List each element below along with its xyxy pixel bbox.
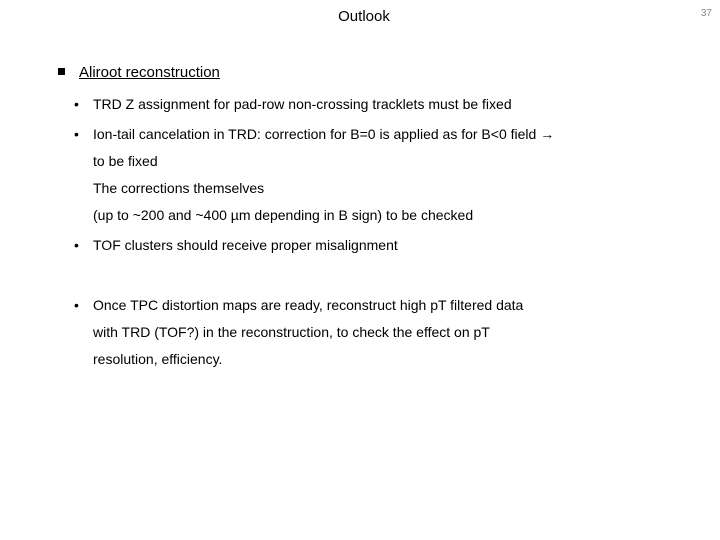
list-item-line: Once TPC distortion maps are ready, reconstruct high pT filtered data	[93, 297, 524, 313]
list-item-line: TOF clusters should receive proper misalignment	[93, 237, 398, 253]
page-number: 37	[700, 8, 712, 19]
list-item	[74, 292, 634, 373]
list-item-line: (up to ~200 and ~400 µm depending in B sign) to be checked	[93, 207, 474, 223]
list-item-text	[93, 232, 634, 259]
list-item-line: resolution, efficiency.	[93, 351, 223, 367]
list-item-text	[93, 121, 634, 229]
list-item-line: with TRD (TOF?) in the reconstruction, to check the effect on pT	[93, 324, 490, 340]
list-item	[74, 232, 634, 259]
bullet-icon: •	[74, 96, 79, 112]
list-item-line: The corrections themselves	[93, 180, 265, 196]
section-heading	[58, 64, 220, 81]
bullet-icon: •	[74, 297, 79, 313]
list-item-text	[93, 91, 634, 118]
slide-title: Outlook	[338, 8, 390, 25]
list-item-line: Ion-tail cancelation in TRD: correction for B=0 is applied as for B<0 field →	[93, 126, 555, 142]
section-label: Aliroot reconstruction	[79, 64, 220, 81]
bullet-icon: •	[74, 237, 79, 253]
list-item-line: to be fixed	[93, 153, 158, 169]
square-bullet-icon	[58, 68, 65, 75]
list-item-line: TRD Z assignment for pad-row non-crossing tracklets must be fixed	[93, 96, 512, 112]
list-item-text	[93, 292, 634, 373]
bullet-icon: •	[74, 126, 79, 142]
list-item	[74, 91, 634, 118]
list-item	[74, 121, 634, 229]
